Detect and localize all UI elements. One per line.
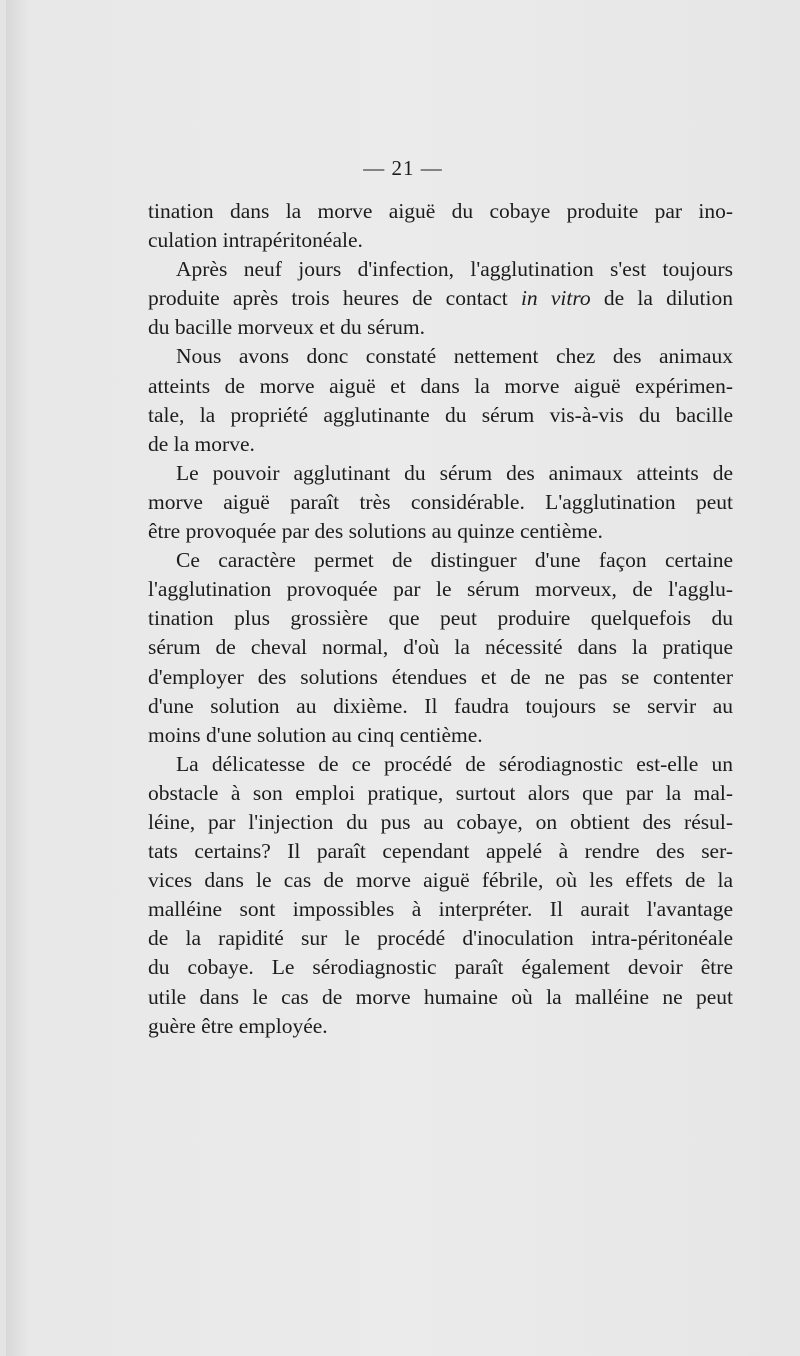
text-line: être provoquée par des solutions au quinze centième. — [148, 519, 603, 544]
text-line: de la morve. — [148, 431, 255, 456]
page-number: — 21 — — [363, 156, 443, 180]
text-line: tale, la propriété agglutinante du sérum vis-à-vis du bacille — [148, 402, 733, 427]
text-segment: produite après trois heures de contact — [148, 286, 521, 311]
text-line: l'agglutination provoquée par le sérum morveux, de l'agglu- — [148, 577, 733, 602]
text-line: tination dans la morve aiguë du cobaye produite par ino- — [148, 199, 733, 223]
text-line: du cobaye. Le sérodiagnostic paraît également devoir être — [148, 955, 733, 980]
text-line: d'une solution au dixième. Il faudra toujours se servir au — [148, 693, 733, 718]
text-line: vices dans le cas de morve aiguë fébrile, où les effets de la — [148, 868, 733, 893]
paragraph — [148, 342, 733, 458]
text-line: Nous avons donc constaté nettement chez des animaux — [176, 344, 733, 369]
text-line: sérum de cheval normal, d'où la nécessité dans la pratique — [148, 635, 733, 660]
text-line: Après neuf jours d'infection, l'agglutination s'est toujours — [176, 257, 733, 282]
text-line: léine, par l'injection du pus au cobaye, on obtient des résul- — [148, 809, 733, 834]
text-line: obstacle à son emploi pratique, surtout alors que par la mal- — [148, 780, 733, 805]
text-line: tination plus grossière que peut produire quelquefois du — [148, 606, 733, 631]
text-line: d'employer des solutions étendues et de ne pas se contenter — [148, 664, 733, 689]
text-line: guère être employée. — [148, 1013, 328, 1038]
text-line: du bacille morveux et du sérum. — [148, 315, 426, 340]
paragraph — [148, 546, 733, 750]
book-page — [6, 0, 800, 1356]
text-line: malléine sont impossibles à interpréter. Il aurait l'avantage — [148, 897, 733, 922]
text-line: culation intrapéritonéale. — [148, 228, 363, 253]
text-segment: de la dilution — [590, 286, 733, 311]
italic-phrase: in vitro — [520, 286, 591, 311]
text-line — [148, 284, 733, 313]
text-line: Le pouvoir agglutinant du sérum des animaux atteints de — [176, 460, 733, 485]
text-line: moins d'une solution au cinq centième. — [148, 722, 483, 747]
text-line: atteints de morve aiguë et dans la morve aiguë expérimen- — [148, 373, 733, 398]
text-line: utile dans le cas de morve humaine où la malléine ne peut — [148, 984, 733, 1009]
paragraph — [148, 197, 733, 255]
text-line: tats certains? Il paraît cependant appelé à rendre des ser- — [148, 839, 733, 864]
text-line: Ce caractère permet de distinguer d'une façon certaine — [176, 548, 733, 573]
text-line: morve aiguë paraît très considérable. L'agglutination peut — [148, 489, 733, 514]
paragraph — [148, 459, 733, 546]
paragraph — [148, 255, 733, 342]
paragraph — [148, 750, 733, 1041]
text-line: La délicatesse de ce procédé de sérodiagnostic est-elle un — [176, 751, 733, 776]
body-text — [148, 197, 733, 1041]
text-line: de la rapidité sur le procédé d'inoculation intra-péritonéale — [148, 926, 733, 951]
